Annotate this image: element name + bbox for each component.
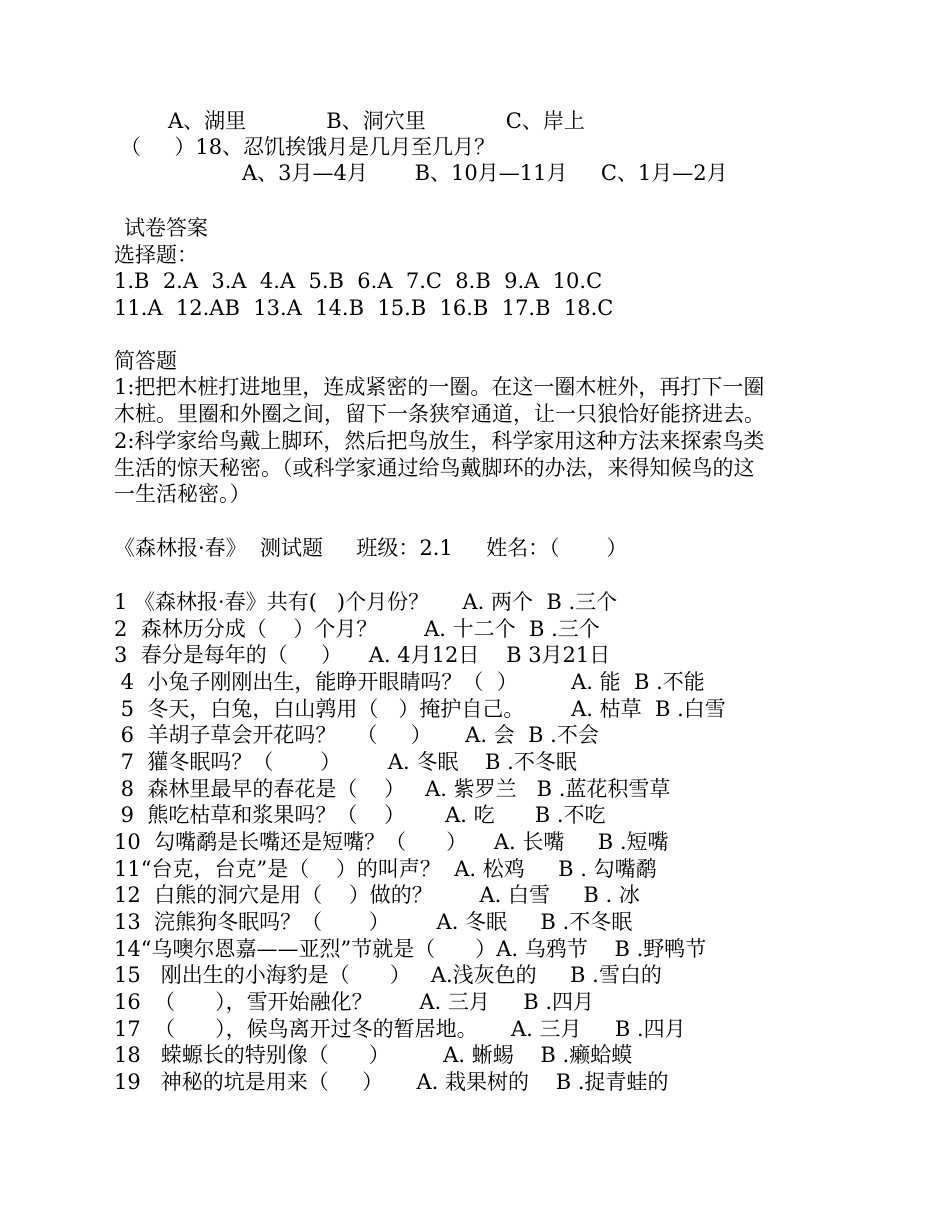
q17-options: A、湖里 B、洞穴里 C、岸上 [168, 109, 585, 133]
quiz-item: 5 冬天，白兔，白山鹑用（ ）掩护自己。 A. 枯草 B .白雪 [114, 697, 726, 721]
q18-options: A、3月—4月 B、10月—11月 C、1月—2月 [242, 161, 728, 185]
quiz-item: 16 （ ），雪开始融化？ A. 三月 B .四月 [114, 990, 595, 1014]
quiz-item: 11“台克，台克”是（ ）的叫声？ A. 松鸡 B . 勾嘴鹬 [114, 857, 657, 881]
quiz-item: 13 浣熊狗冬眠吗？（ ） A. 冬眠 B .不冬眠 [114, 910, 633, 934]
choice-answers-row-2: 11.A 12.AB 13.A 14.B 15.B 16.B 17.B 18.C [114, 296, 614, 320]
short-answer-heading: 简答题 [114, 349, 177, 373]
quiz-item: 6 羊胡子草会开花吗？ （ ） A. 会 B .不会 [114, 723, 599, 747]
answers-title: 试卷答案 [124, 216, 208, 240]
quiz-item: 17 （ ），候鸟离开过冬的暂居地。 A. 三月 B .四月 [114, 1017, 686, 1041]
quiz-item: 8 森林里最早的春花是（ ） A. 紫罗兰 B .蓝花积雪草 [114, 777, 671, 801]
short-answer-line: 生活的惊天秘密。（或科学家通过给鸟戴脚环的办法，来得知候鸟的这 [114, 456, 755, 480]
quiz-item: 19 神秘的坑是用来（ ） A. 栽果树的 B .捉青蛙的 [114, 1070, 669, 1094]
quiz-item: 12 白熊的洞穴是用（ ）做的？ A. 白雪 B . 冰 [114, 883, 640, 907]
q18-question: （ ）18、忍饥挨饿月是几月至几月？ [120, 135, 496, 159]
short-answer-line: 1:把把木桩打进地里，连成紧密的一圈。在这一圈木桩外，再打下一圈 [114, 375, 765, 399]
quiz-item: 18 蝾螈长的特别像（ ） A. 蜥蜴 B .癞蛤蟆 [114, 1043, 633, 1067]
quiz-item: 14“乌噢尔恩嘉——亚烈”节就是（ ）A. 乌鸦节 B .野鸭节 [114, 937, 707, 961]
quiz-item: 1 《森林报·春》共有( )个月份？ A. 两个 B .三个 [114, 590, 618, 614]
quiz-header: 《森林报·春》 测试题 班级：2.1 姓名：（ ） [114, 536, 628, 560]
choice-heading: 选择题： [114, 243, 198, 267]
quiz-item: 7 獾冬眠吗？（ ） A. 冬眠 B .不冬眠 [114, 750, 577, 774]
short-answer-line: 一生活秘密。） [114, 482, 251, 506]
quiz-item: 3 春分是每年的（ ） A. 4月12日 B 3月21日 [114, 643, 611, 667]
quiz-item: 10 勾嘴鹬是长嘴还是短嘴？（ ） A. 长嘴 B .短嘴 [114, 830, 669, 854]
choice-answers-row-1: 1.B 2.A 3.A 4.A 5.B 6.A 7.C 8.B 9.A 10.C [114, 269, 603, 293]
quiz-item: 9 熊吃枯草和浆果吗？（ ） A. 吃 B .不吃 [114, 803, 606, 827]
quiz-item: 2 森林历分成（ ）个月？ A. 十二个 B .三个 [114, 617, 600, 641]
quiz-item: 15 刚出生的小海豹是（ ） A.浅灰色的 B .雪白的 [114, 963, 662, 987]
short-answer-line: 2:科学家给鸟戴上脚环，然后把鸟放生，科学家用这种方法来探索鸟类 [114, 429, 765, 453]
short-answer-line: 木桩。里圈和外圈之间，留下一条狭窄通道，让一只狼恰好能挤进去。 [114, 402, 765, 426]
quiz-item: 4 小兔子刚刚出生，能睁开眼睛吗？（ ） A. 能 B .不能 [114, 670, 705, 694]
